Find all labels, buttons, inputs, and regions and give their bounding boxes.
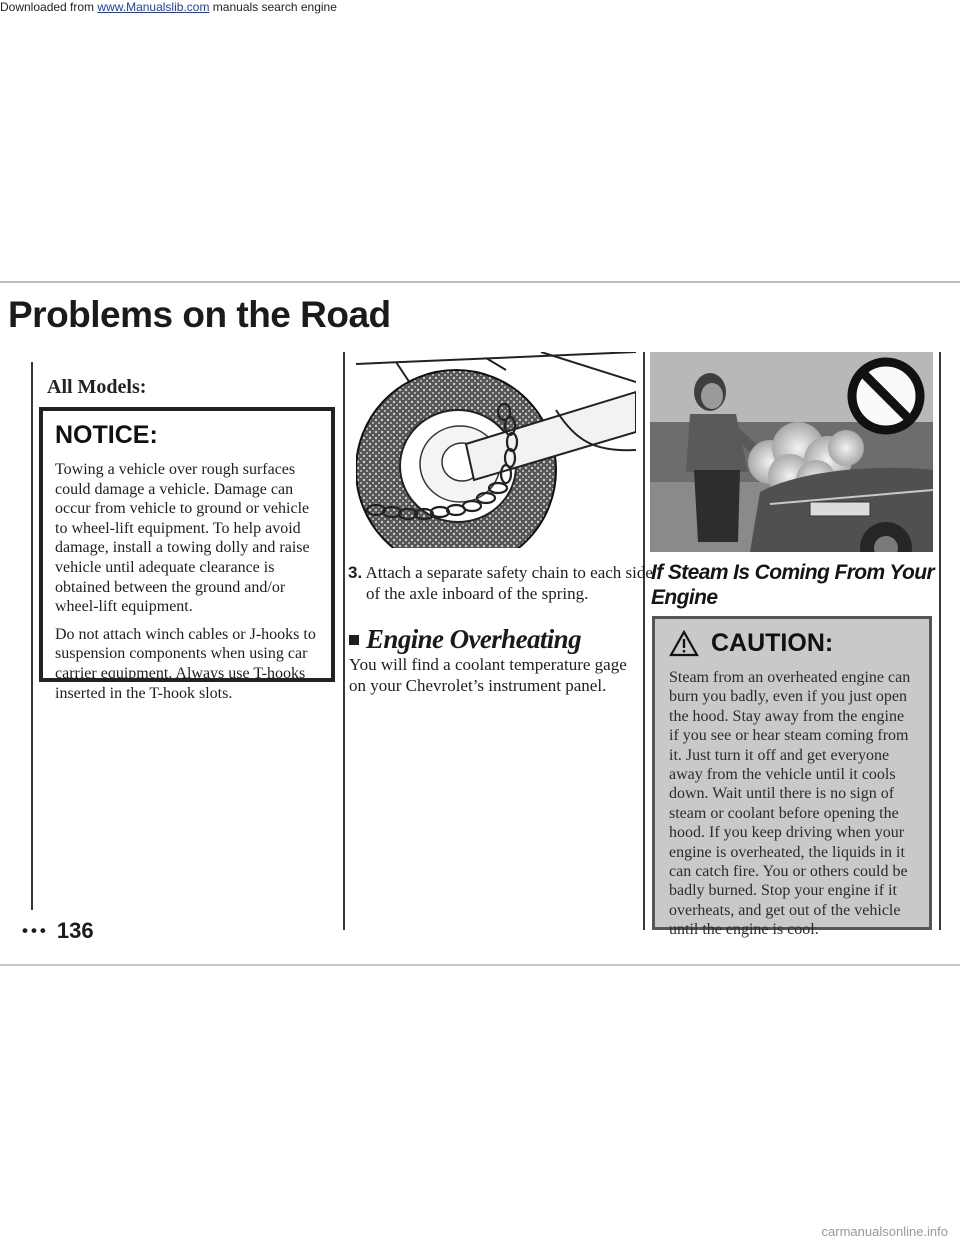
caution-title: CAUTION: — [711, 629, 834, 657]
steaming-engine-photo — [650, 352, 933, 552]
page-number — [22, 918, 94, 944]
engine-overheating-paragraph: You will find a coolant temperature gage on your Chevrolet’s instrument panel. — [349, 655, 627, 695]
banner-suffix: manuals search engine — [212, 0, 337, 14]
step-3-instruction — [348, 562, 656, 604]
step-text: Attach a separate safety chain to each side of the axle inboard of the spring. — [365, 563, 653, 603]
download-source-banner — [0, 0, 337, 14]
middle-column-rule — [343, 352, 345, 930]
far-right-column-rule — [939, 352, 941, 930]
footer-watermark: carmanualsonline.info — [821, 1224, 948, 1239]
notice-paragraph: Towing a vehicle over rough surfaces could damage a vehicle. Damage can occur from vehicle to ground or vehicle to wheel-lift equipment. To help avoid damage, install a towing dolly and raise vehicle until adequate clearance is obtained between the ground and/or wheel-lift equipment. — [55, 461, 310, 616]
steam-heading: If Steam Is Coming From Your Engine — [651, 561, 935, 609]
left-column-rule — [31, 362, 33, 910]
bottom-divider — [0, 964, 960, 966]
engine-overheating-title: Engine Overheating — [366, 624, 581, 654]
notice-title: NOTICE: — [55, 421, 158, 449]
engine-overheating-heading — [349, 624, 581, 655]
caution-box — [652, 616, 932, 939]
manualslib-link[interactable]: www.Manualslib.com — [97, 0, 210, 14]
notice-box — [39, 407, 335, 702]
all-models-subheading: All Models: — [47, 376, 147, 398]
right-column-rule — [643, 352, 645, 930]
banner-prefix: Downloaded from — [0, 0, 95, 14]
page-number-dots: ••• — [22, 921, 49, 940]
square-bullet-icon — [349, 635, 359, 645]
warning-triangle-icon — [669, 630, 699, 657]
top-divider — [0, 281, 960, 283]
page-number-value: 136 — [56, 918, 94, 943]
step-number: 3. — [348, 563, 363, 582]
caution-header — [669, 629, 917, 658]
section-title: Problems on the Road — [8, 294, 391, 335]
caution-text: Steam from an overheated engine can burn you badly, even if you just open the hood. Stay away from the engine if you see or hear steam coming from it. Just turn it off and get everyone away from the vehicle until it cools down. Wait until there is no sign of steam or coolant before opening the hood. If you keep driving when your engine is overheated, the liquids in it can catch fire. You or others could be badly burned. Stop your engine if it overheats, and get out of the vehicle until the engine is cool. — [669, 669, 911, 939]
safety-chain-illustration — [356, 352, 636, 548]
notice-paragraph: Do not attach winch cables or J-hooks to suspension components when using car carrier equipment. Always use T-hooks inserted in the T-hook slots. — [55, 625, 316, 702]
